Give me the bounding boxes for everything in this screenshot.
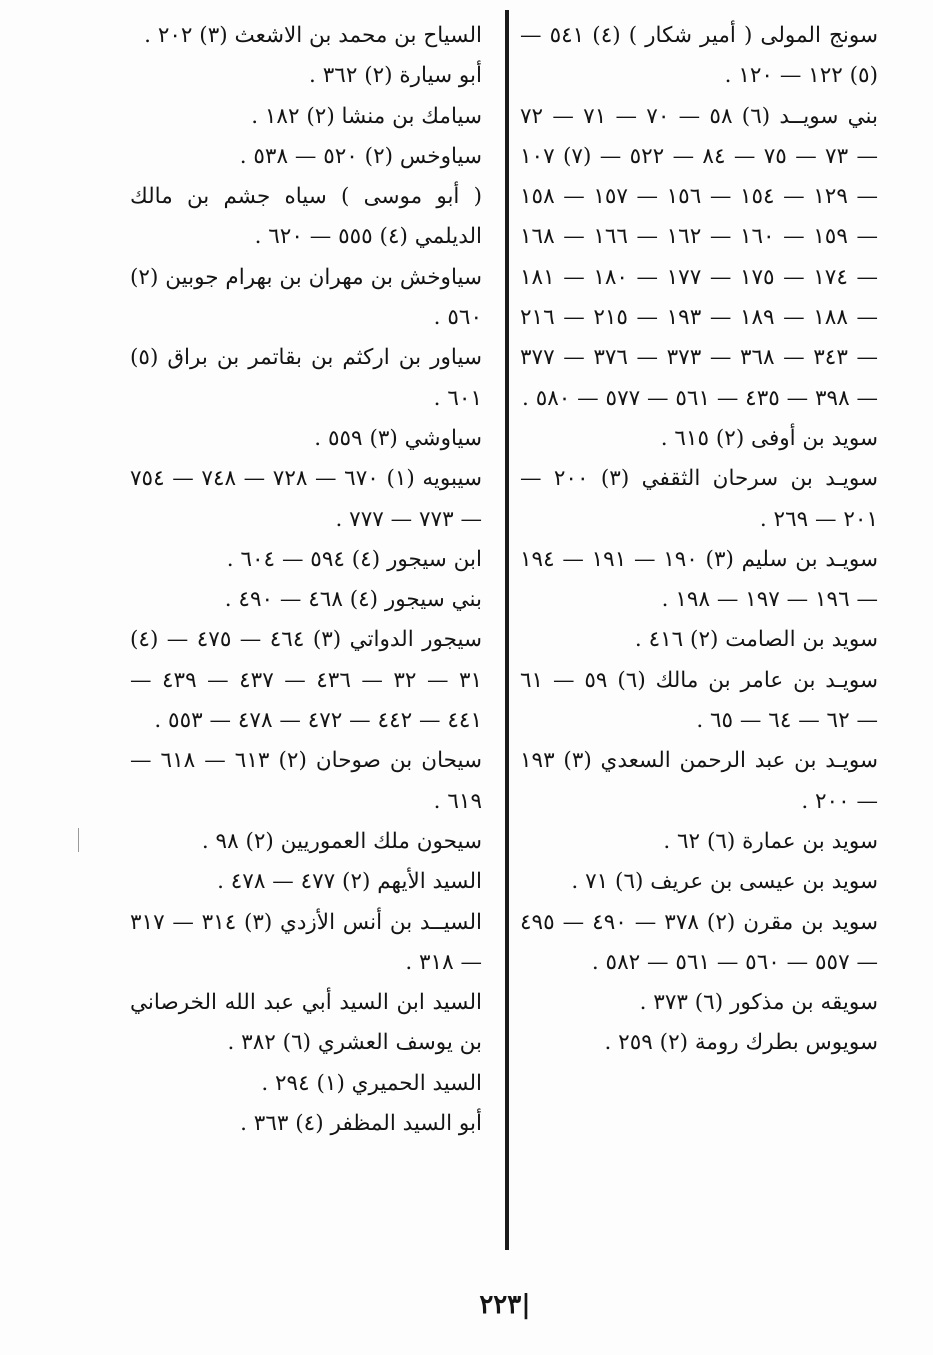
index-entry: سيبويه (١) ٦٧٠ — ٧٢٨ — ٧٤٨ — ٧٥٤ — ٧٧٣ — ٧٧٧ . (130, 466, 482, 532)
index-entry: سويد بن عمارة (٦) ٦٢ . (663, 828, 878, 854)
index-entry: السيد الأيهم (٢) ٤٧٧ — ٤٧٨ . (217, 869, 482, 895)
index-entry: بني سويــد (٦) ٥٨ — ٧٠ — ٧١ — ٧٢ — ٧٣ — ٧٥ — ٨٤ — ٥٢٢ — (٧) ١٠٧ — ١٢٩ — ١٥٤ — ١٥٦ — ١٥٧ — ١٥٨ — ١٥٩ — ١٦٠ — ١٦٢ — ١٦٦ — ١٦٨ — ١٧٤ — ١٧٥ — ١٧٧ — ١٨٠ — ١٨١ — ١٨٨ — ١٨٩ — ١٩٣ — ٢١٥ — ٢١٦ — ٣٤٣ — ٣٦٨ — ٣٧٣ — ٣٧٦ — ٣٧٧ — ٣٩٨ — ٤٣٥ — ٥٦١ — ٥٧٧ — ٥٨٠ . (520, 103, 879, 411)
index-entry: السيــد بن أنس الأزدي (٣) ٣١٤ — ٣١٧ — ٣١٨ . (130, 909, 482, 975)
column-divider (505, 10, 509, 1250)
index-entry: سيحان بن صوحان (٢) ٦١٣ — ٦١٨ — ٦١٩ . (130, 748, 482, 814)
index-entry: سياور بن اركثم بن بقاتمر بن براق (٥) ٦٠١ . (130, 345, 482, 411)
index-entry: سويـد بن سرحان الثقفي (٣) ٢٠٠ — ٢٠١ — ٢٦٩ . (520, 466, 878, 532)
index-entry: سياوخش بن مهران بن بهرام جوبين (٢) ٥٦٠ . (130, 264, 482, 331)
index-entry: سويد بن الصامت (٢) ٤١٦ . (634, 627, 878, 653)
index-entry: سيحون ملك العموريين (٢) ٩٨ . (201, 828, 482, 854)
index-column-left (130, 16, 482, 1144)
index-entry: ابن سيجور (٤) ٥٩٤ — ٦٠٤ . (226, 546, 482, 572)
margin-mark (78, 828, 79, 852)
index-entry: سيجور الدواتي (٣) ٤٦٤ — ٤٧٥ — (٤) ٣١ — ٣٢ — ٤٣٦ — ٤٣٧ — ٤٣٩ — ٤٤١ — ٤٤٢ — ٤٧٢ — ٤٧٨ — ٥٥٣ . (130, 627, 483, 734)
index-column-right (520, 16, 878, 1064)
index-entry: السياح بن محمد بن الاشعث (٣) ٢٠٢ . (144, 23, 482, 48)
index-entry: سويـد بن عبد الرحمن السعدي (٣) ١٩٣ — ٢٠٠ . (520, 748, 878, 814)
index-entry: سويد بن مقرن (٢) ٣٧٨ — ٤٩٠ — ٤٩٥ — ٥٥٧ — ٥٦٠ — ٥٦١ — ٥٨٢ . (520, 909, 879, 975)
page-number: |٢٢٣ (479, 1290, 531, 1320)
index-entry: سويد بن أوفى (٢) ٦١٥ . (660, 425, 878, 451)
index-entry: سياوخس (٢) ٥٢٠ — ٥٣٨ . (239, 143, 482, 169)
index-entry: سويقه بن مذكور (٦) ٣٧٣ . (639, 990, 878, 1016)
index-entry: سويوس بطرك رومة (٢) ٢٥٩ . (604, 1030, 878, 1056)
index-entry: سيامك بن منشا (٢) ١٨٢ . (251, 103, 482, 129)
index-entry: سويـد بن عامر بن مالك (٦) ٥٩ — ٦١ — ٦٢ — ٦٤ — ٦٥ . (520, 667, 878, 734)
index-entry: أبو سيارة (٢) ٣٦٢ . (309, 63, 482, 89)
index-entry: سونج المولى ( أمير شكار ) (٤) ٥٤١ — (٥) ١٢٢ — ١٢٠ . (520, 23, 878, 89)
index-entry: سويد بن عيسى بن عريف (٦) ٧١ . (571, 869, 878, 895)
index-entry: أبو السيد المظفر (٤) ٣٦٣ . (240, 1111, 482, 1137)
index-entry: ( أبو موسى ) سياه جشم بن مالك الديلمي (٤) ٥٥٥ — ٦٢٠ . (130, 184, 482, 250)
index-entry: سويـد بن سليم (٣) ١٩٠ — ١٩١ — ١٩٤ — ١٩٦ — ١٩٧ — ١٩٨ . (520, 546, 879, 613)
index-entry: السيد الحميري (١) ٢٩٤ . (261, 1070, 482, 1096)
index-entry: السيد ابن السيد أبي عبد الله الخرصاني بن يوسف العشري (٦) ٣٨٢ . (130, 990, 482, 1056)
index-entry: سياوشي (٣) ٥٥٩ . (314, 425, 482, 451)
index-entry: بني سيجور (٤) ٤٦٨ — ٤٩٠ . (224, 587, 482, 613)
